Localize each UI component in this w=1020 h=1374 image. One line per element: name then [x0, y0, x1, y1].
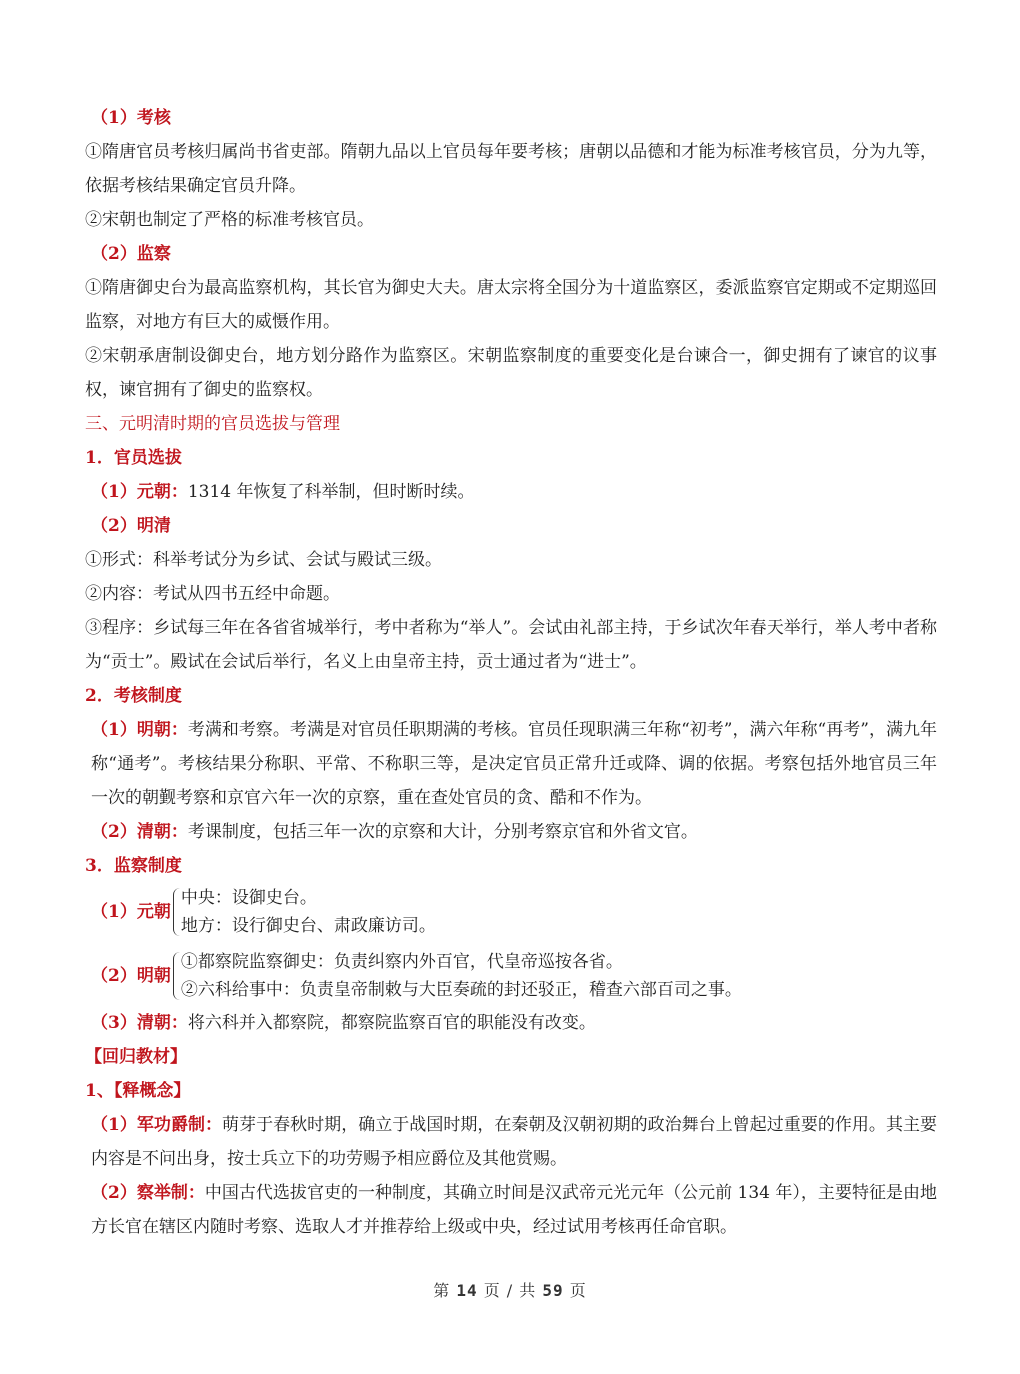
section-heading: 3．监察制度 — [85, 856, 182, 876]
brace-line: 地方：设行御史台、肃政廉访司。 — [180, 916, 436, 936]
paragraph: ②宋朝也制定了严格的标准考核官员。 — [85, 210, 374, 230]
page-number: 14 — [456, 1281, 478, 1300]
label: （1）明朝： — [91, 720, 188, 740]
label: （1）元朝： — [91, 482, 188, 502]
paragraph: ②内容：考试从四书五经中命题。 — [85, 584, 340, 604]
text: 萌芽于春秋时期，确立于战国时期，在秦朝及汉朝初期的政治舞台上曾起过重要的作用。其主要内容是不问出身，按士兵立下的功劳赐予相应爵位及其他赏赐。 — [91, 1115, 937, 1169]
chapter-heading: 三、元明清时期的官员选拔与管理 — [85, 414, 340, 434]
text: 1314 年恢复了科举制，但时断时续。 — [187, 482, 475, 502]
brace-line: ②六科给事中：负责皇帝制敕与大臣奏疏的封还驳正，稽查六部百司之事。 — [180, 980, 742, 1000]
section-heading: 1．官员选拔 — [85, 448, 182, 468]
brace-line: 中央：设御史台。 — [180, 888, 317, 908]
footer-text: 页 / 共 — [483, 1281, 537, 1300]
section-heading: （2）明清 — [91, 516, 171, 536]
section-heading: 1、【释概念】 — [85, 1081, 191, 1101]
brace-icon — [173, 952, 180, 1000]
paragraph: ①隋唐御史台为最高监察机构，其长官为御史大夫。唐太宗将全国分为十道监察区，委派监察官定期或不定期巡回监察，对地方有巨大的威慑作用。 — [85, 278, 937, 332]
paragraph — [85, 815, 937, 849]
footer-text: 第 — [433, 1281, 451, 1300]
label: （2）清朝： — [91, 822, 188, 842]
paragraph: ②宋朝承唐制设御史台，地方划分路作为监察区。宋朝监察制度的重要变化是台谏合一，御史拥有了谏官的议事权，谏官拥有了御史的监察权。 — [85, 346, 937, 400]
section-heading: 2．考核制度 — [85, 686, 182, 706]
label: （3）清朝： — [91, 1013, 188, 1033]
text: 将六科并入都察院，都察院监察百官的职能没有改变。 — [187, 1013, 596, 1033]
paragraph: ①隋唐官员考核归属尚书省吏部。隋朝九品以上官员每年要考核；唐朝以品德和才能为标准考核官员，分为九等，依据考核结果确定官员升降。 — [85, 142, 937, 196]
document-body — [85, 101, 937, 1244]
text: 考满和考察。考满是对官员任职期满的考核。官员任现职满三年称“初考”，满六年称“再考”，满九年称“通考”。考核结果分称职、平常、不称职三等，是决定官员正常升迁或降、调的依据。考察包括外地官员三年一次的朝觐考察和京官六年一次的京察，重在查处官员的贪、酷和不作为。 — [91, 720, 937, 808]
text: 中国古代选拔官吏的一种制度，其确立时间是汉武帝元光元年（公元前 134 年），主要特征是由地方长官在辖区内随时考察、选取人才并推荐给上级或中央，经过试用考核再任命官职。 — [91, 1183, 937, 1237]
section-heading: 【回归教材】 — [85, 1047, 187, 1067]
label: （2）察举制： — [91, 1183, 205, 1203]
paragraph: ③程序：乡试每三年在各省省城举行，考中者称为“举人”。会试由礼部主持，于乡试次年春天举行，举人考中者称为“贡士”。殿试在会试后举行，名义上由皇帝主持，贡士通过者为“进士”。 — [85, 618, 937, 672]
paragraph — [85, 1108, 937, 1176]
page-footer — [0, 1278, 1020, 1301]
brace-line: ①都察院监察御史：负责纠察内外百官，代皇帝巡按各省。 — [180, 952, 623, 972]
paragraph — [85, 713, 937, 815]
footer-text: 页 — [569, 1281, 587, 1300]
yuan-brace-group — [85, 884, 937, 940]
ming-brace-group — [85, 948, 937, 1004]
brace-icon — [173, 888, 180, 936]
label: （1）元朝 — [91, 902, 171, 922]
label: （2）明朝 — [91, 966, 171, 986]
paragraph — [85, 1006, 937, 1040]
paragraph — [85, 1176, 937, 1244]
section-heading: （1）考核 — [91, 108, 171, 128]
paragraph — [85, 475, 937, 509]
section-heading: （2）监察 — [91, 244, 171, 264]
total-pages: 59 — [542, 1281, 564, 1300]
label: （1）军功爵制： — [91, 1115, 223, 1135]
paragraph: ①形式：科举考试分为乡试、会试与殿试三级。 — [85, 550, 442, 570]
text: 考课制度，包括三年一次的京察和大计，分别考察京官和外省文官。 — [187, 822, 698, 842]
